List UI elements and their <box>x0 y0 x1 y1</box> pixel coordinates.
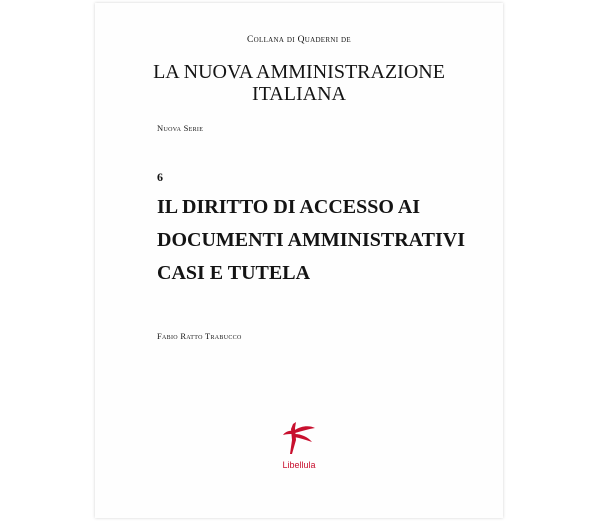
collection-title <box>95 61 503 105</box>
book-title-line-1: IL DIRITTO DI ACCESSO AI <box>157 196 421 218</box>
publisher-block <box>95 418 503 470</box>
libellula-dragonfly-logo-icon <box>279 418 319 458</box>
publisher-name: Libellula <box>282 460 316 470</box>
book-title-line-2: DOCUMENTI AMMINISTRATIVI <box>157 229 465 251</box>
author-name: Fabio Ratto Trabucco <box>157 331 242 341</box>
volume-number: 6 <box>157 170 163 184</box>
book-cover <box>95 3 503 518</box>
book-title <box>157 191 465 290</box>
book-title-line-3: CASI E TUTELA <box>157 262 311 284</box>
collection-title-line-1: LA NUOVA AMMINISTRAZIONE <box>153 61 445 83</box>
collection-title-line-2: ITALIANA <box>252 83 346 105</box>
series-label: Collana di Quaderni de <box>247 35 351 45</box>
series-subtitle: Nuova Serie <box>157 123 204 133</box>
